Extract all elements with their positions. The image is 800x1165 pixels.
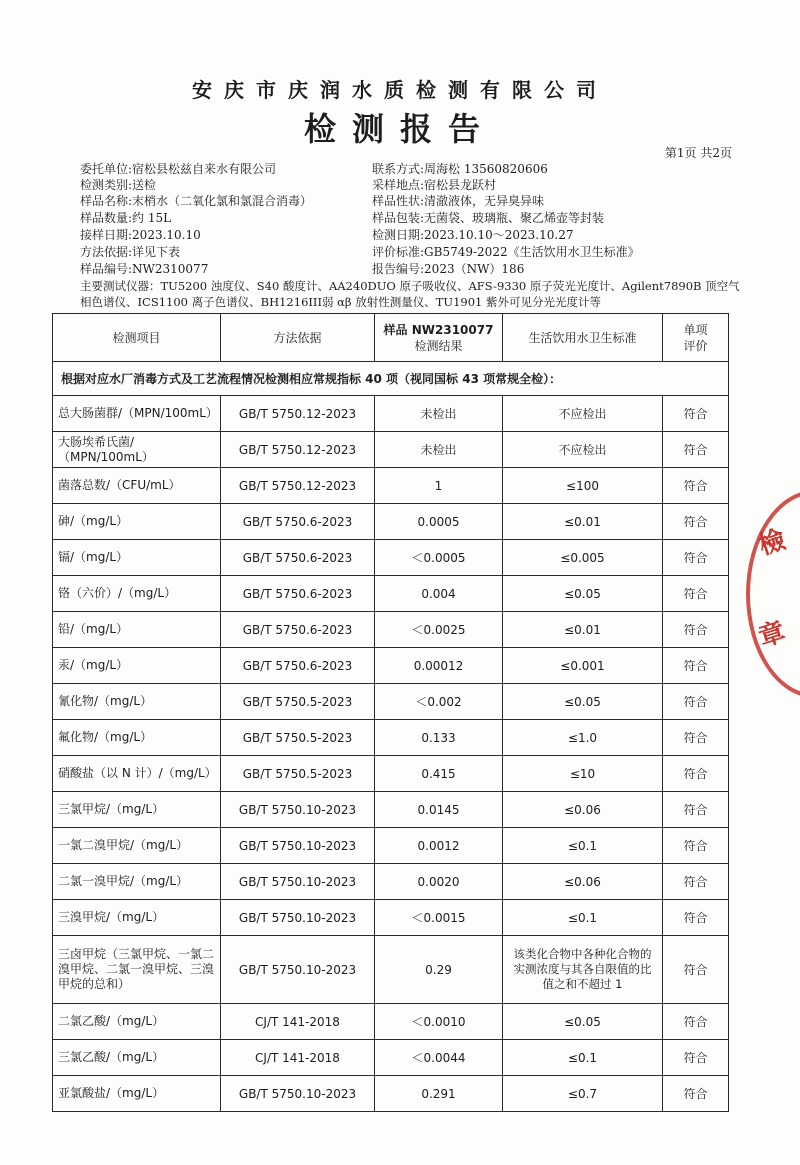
- table-row: [53, 1076, 729, 1112]
- table-row: [53, 756, 729, 792]
- standard-cell: ≤0.1: [503, 828, 663, 864]
- item-cell: 三氯乙酸/（mg/L）: [53, 1040, 221, 1076]
- standard-cell: ≤0.01: [503, 504, 663, 540]
- info-right-1: [372, 177, 496, 193]
- method-cell: GB/T 5750.10-2023: [221, 1076, 375, 1112]
- method-cell: GB/T 5750.5-2023: [221, 756, 375, 792]
- table-row: [53, 936, 729, 1004]
- result-cell: 0.0012: [375, 828, 503, 864]
- table-row: [53, 792, 729, 828]
- info-right-5: [372, 244, 640, 260]
- method-cell: GB/T 5750.6-2023: [221, 504, 375, 540]
- standard-cell: ≤0.01: [503, 612, 663, 648]
- result-cell: 0.00012: [375, 648, 503, 684]
- item-cell: 一氯二溴甲烷/（mg/L）: [53, 828, 221, 864]
- table-row: [53, 612, 729, 648]
- instruments-list: 主要测试仪器：TU5200 浊度仪、S40 酸度计、AA240DUO 原子吸收仪、AFS-9330 原子荧光光度计、Agilent7890B 顶空气相色谱仪、ICS1100 离子色谱仪、BH1216III弱 αβ 放射性测量仪、TU1901 紫外可见分光光度计等: [80, 279, 740, 309]
- item-cell: 镉/（mg/L）: [53, 540, 221, 576]
- page-number: 第1页 共2页: [664, 146, 732, 160]
- info-label: 采样地点:: [372, 178, 425, 192]
- method-cell: GB/T 5750.10-2023: [221, 864, 375, 900]
- method-cell: GB/T 5750.6-2023: [221, 576, 375, 612]
- result-cell: 0.29: [375, 936, 503, 1004]
- info-value: GB5749-2022《生活饮用水卫生标准》: [424, 245, 640, 259]
- table-row: [53, 720, 729, 756]
- header-result: [375, 314, 503, 362]
- result-cell: 未检出: [375, 396, 503, 432]
- method-cell: GB/T 5750.6-2023: [221, 648, 375, 684]
- info-value: 2023（NW）186: [424, 262, 525, 276]
- result-cell: ＜0.0025: [375, 612, 503, 648]
- item-cell: 铬（六价）/（mg/L）: [53, 576, 221, 612]
- table-row: [53, 540, 729, 576]
- eval-cell: 符合: [663, 540, 729, 576]
- standard-cell: 不应检出: [503, 432, 663, 468]
- eval-cell: 符合: [663, 396, 729, 432]
- eval-cell: 符合: [663, 1040, 729, 1076]
- item-cell: 二氯乙酸/（mg/L）: [53, 1004, 221, 1040]
- method-cell: GB/T 5750.10-2023: [221, 792, 375, 828]
- method-cell: GB/T 5750.12-2023: [221, 468, 375, 504]
- table-row: [53, 504, 729, 540]
- table-row: [53, 432, 729, 468]
- standard-cell: ≤0.7: [503, 1076, 663, 1112]
- eval-cell: 符合: [663, 576, 729, 612]
- item-cell: 氰化物/（mg/L）: [53, 684, 221, 720]
- info-left-4: [80, 227, 201, 243]
- method-cell: GB/T 5750.12-2023: [221, 432, 375, 468]
- table-row: [53, 684, 729, 720]
- info-label: 联系方式:: [372, 162, 425, 176]
- info-right-3: [372, 210, 604, 226]
- seal-char: 章: [755, 616, 790, 654]
- standard-cell: ≤0.05: [503, 1004, 663, 1040]
- standard-cell: ≤1.0: [503, 720, 663, 756]
- info-label: 样品数量:: [80, 211, 133, 225]
- table-row: [53, 1040, 729, 1076]
- item-cell: 大肠埃希氏菌/（MPN/100mL）: [53, 432, 221, 468]
- info-value: 宿松县松兹自来水有限公司: [132, 162, 277, 176]
- info-value: NW2310077: [132, 262, 209, 276]
- eval-cell: 符合: [663, 1004, 729, 1040]
- standard-cell: ≤0.1: [503, 1040, 663, 1076]
- method-cell: GB/T 5750.5-2023: [221, 720, 375, 756]
- item-cell: 氟化物/（mg/L）: [53, 720, 221, 756]
- info-label: 检测类别:: [80, 178, 133, 192]
- table-row: [53, 648, 729, 684]
- result-cell: ＜0.0044: [375, 1040, 503, 1076]
- info-label: 样品性状:: [372, 194, 425, 208]
- standard-cell: ≤0.001: [503, 648, 663, 684]
- info-value: 2023.10.10～2023.10.27: [424, 228, 574, 242]
- info-label: 检测日期:: [372, 228, 425, 242]
- info-value: 清澈液体，无异臭异味: [424, 194, 545, 208]
- result-cell: ＜0.0005: [375, 540, 503, 576]
- eval-cell: 符合: [663, 864, 729, 900]
- info-value: 送检: [132, 178, 157, 192]
- item-cell: 三氯甲烷/（mg/L）: [53, 792, 221, 828]
- item-cell: 总大肠菌群/（MPN/100mL）: [53, 396, 221, 432]
- info-right-6: [372, 261, 524, 277]
- header-method: 方法依据: [221, 314, 375, 362]
- result-cell: 0.0145: [375, 792, 503, 828]
- table-row: [53, 864, 729, 900]
- info-right-0: [372, 161, 548, 177]
- report-title: 检测报告: [303, 110, 496, 148]
- table-row: [53, 900, 729, 936]
- method-cell: GB/T 5750.10-2023: [221, 828, 375, 864]
- standard-cell: ≤0.1: [503, 900, 663, 936]
- method-cell: GB/T 5750.10-2023: [221, 900, 375, 936]
- info-left-2: [80, 193, 312, 209]
- header-result-label: 检测结果: [414, 338, 463, 353]
- table-row: [53, 396, 729, 432]
- info-left-5: [80, 244, 180, 260]
- info-value: 详见下表: [132, 245, 181, 259]
- info-value: 2023.10.10: [132, 228, 201, 242]
- method-cell: GB/T 5750.12-2023: [221, 396, 375, 432]
- seal-char: 檢: [755, 524, 790, 562]
- result-cell: 1: [375, 468, 503, 504]
- table-row: [53, 1004, 729, 1040]
- info-value: 末梢水（二氧化氯和氯混合消毒）: [132, 194, 313, 208]
- eval-cell: 符合: [663, 756, 729, 792]
- result-cell: 0.133: [375, 720, 503, 756]
- header-item: 检测项目: [53, 314, 221, 362]
- result-cell: ＜0.0010: [375, 1004, 503, 1040]
- method-cell: CJ/T 141-2018: [221, 1040, 375, 1076]
- item-cell: 亚氯酸盐/（mg/L）: [53, 1076, 221, 1112]
- company-name: 安庆市庆润水质检测有限公司: [192, 78, 608, 102]
- eval-cell: 符合: [663, 720, 729, 756]
- item-cell: 菌落总数/（CFU/mL）: [53, 468, 221, 504]
- method-cell: GB/T 5750.6-2023: [221, 612, 375, 648]
- eval-cell: 符合: [663, 612, 729, 648]
- eval-cell: 符合: [663, 432, 729, 468]
- info-label: 样品编号:: [80, 262, 133, 276]
- header-standard: 生活饮用水卫生标准: [503, 314, 663, 362]
- eval-cell: 符合: [663, 504, 729, 540]
- standard-cell: ≤100: [503, 468, 663, 504]
- info-label: 委托单位:: [80, 162, 133, 176]
- eval-cell: 符合: [663, 468, 729, 504]
- standard-cell: 该类化合物中各种化合物的实测浓度与其各自限值的比值之和不超过 1: [503, 936, 663, 1004]
- scope-note: 根据对应水厂消毒方式及工艺流程情况检测相应常规指标 40 项（视同国标 43 项常规全检）：: [53, 362, 729, 396]
- method-cell: GB/T 5750.6-2023: [221, 540, 375, 576]
- header-eval-line1: 单项: [683, 322, 708, 337]
- standard-cell: ≤0.06: [503, 792, 663, 828]
- info-right-2: [372, 193, 544, 209]
- standard-cell: ≤0.06: [503, 864, 663, 900]
- note-row: [53, 362, 729, 396]
- info-label: 样品名称:: [80, 194, 133, 208]
- method-cell: CJ/T 141-2018: [221, 1004, 375, 1040]
- info-value: 周海松 13560820606: [424, 162, 548, 176]
- eval-cell: 符合: [663, 900, 729, 936]
- item-cell: 硝酸盐（以 N 计）/（mg/L）: [53, 756, 221, 792]
- table-row: [53, 828, 729, 864]
- method-cell: GB/T 5750.5-2023: [221, 684, 375, 720]
- info-label: 样品包装:: [372, 211, 425, 225]
- info-value: 约 15L: [132, 211, 172, 225]
- eval-cell: 符合: [663, 792, 729, 828]
- info-left-1: [80, 177, 156, 193]
- info-label: 报告编号:: [372, 262, 425, 276]
- eval-cell: 符合: [663, 684, 729, 720]
- table-row: [53, 468, 729, 504]
- header-sample-id: 样品 NW2310077: [383, 322, 494, 337]
- item-cell: 三卤甲烷（三氯甲烷、一氯二溴甲烷、二氯一溴甲烷、三溴甲烷的总和）: [53, 936, 221, 1004]
- item-cell: 铅/（mg/L）: [53, 612, 221, 648]
- info-right-4: [372, 227, 573, 243]
- result-cell: 0.0005: [375, 504, 503, 540]
- info-label: 评价标准:: [372, 245, 425, 259]
- result-cell: 0.291: [375, 1076, 503, 1112]
- standard-cell: ≤10: [503, 756, 663, 792]
- info-label: 方法依据:: [80, 245, 133, 259]
- eval-cell: 符合: [663, 1076, 729, 1112]
- info-left-0: [80, 161, 276, 177]
- item-cell: 砷/（mg/L）: [53, 504, 221, 540]
- header-eval-line2: 评价: [683, 338, 708, 353]
- result-cell: 0.0020: [375, 864, 503, 900]
- result-cell: ＜0.002: [375, 684, 503, 720]
- info-value: 无菌袋、玻璃瓶、聚乙烯壶等封装: [424, 211, 605, 225]
- results-table: [52, 313, 729, 1112]
- item-cell: 汞/（mg/L）: [53, 648, 221, 684]
- info-value: 宿松县龙跃村: [424, 178, 497, 192]
- eval-cell: 符合: [663, 828, 729, 864]
- standard-cell: ≤0.05: [503, 576, 663, 612]
- result-cell: 未检出: [375, 432, 503, 468]
- method-cell: GB/T 5750.10-2023: [221, 936, 375, 1004]
- result-cell: ＜0.0015: [375, 900, 503, 936]
- table-header-row: [53, 314, 729, 362]
- eval-cell: 符合: [663, 648, 729, 684]
- info-left-6: [80, 261, 208, 277]
- item-cell: 二氯一溴甲烷/（mg/L）: [53, 864, 221, 900]
- header-eval: [663, 314, 729, 362]
- table-row: [53, 576, 729, 612]
- info-left-3: [80, 210, 171, 226]
- result-cell: 0.415: [375, 756, 503, 792]
- eval-cell: 符合: [663, 936, 729, 1004]
- standard-cell: 不应检出: [503, 396, 663, 432]
- item-cell: 三溴甲烷/（mg/L）: [53, 900, 221, 936]
- result-cell: 0.004: [375, 576, 503, 612]
- info-label: 接样日期:: [80, 228, 133, 242]
- standard-cell: ≤0.005: [503, 540, 663, 576]
- standard-cell: ≤0.05: [503, 684, 663, 720]
